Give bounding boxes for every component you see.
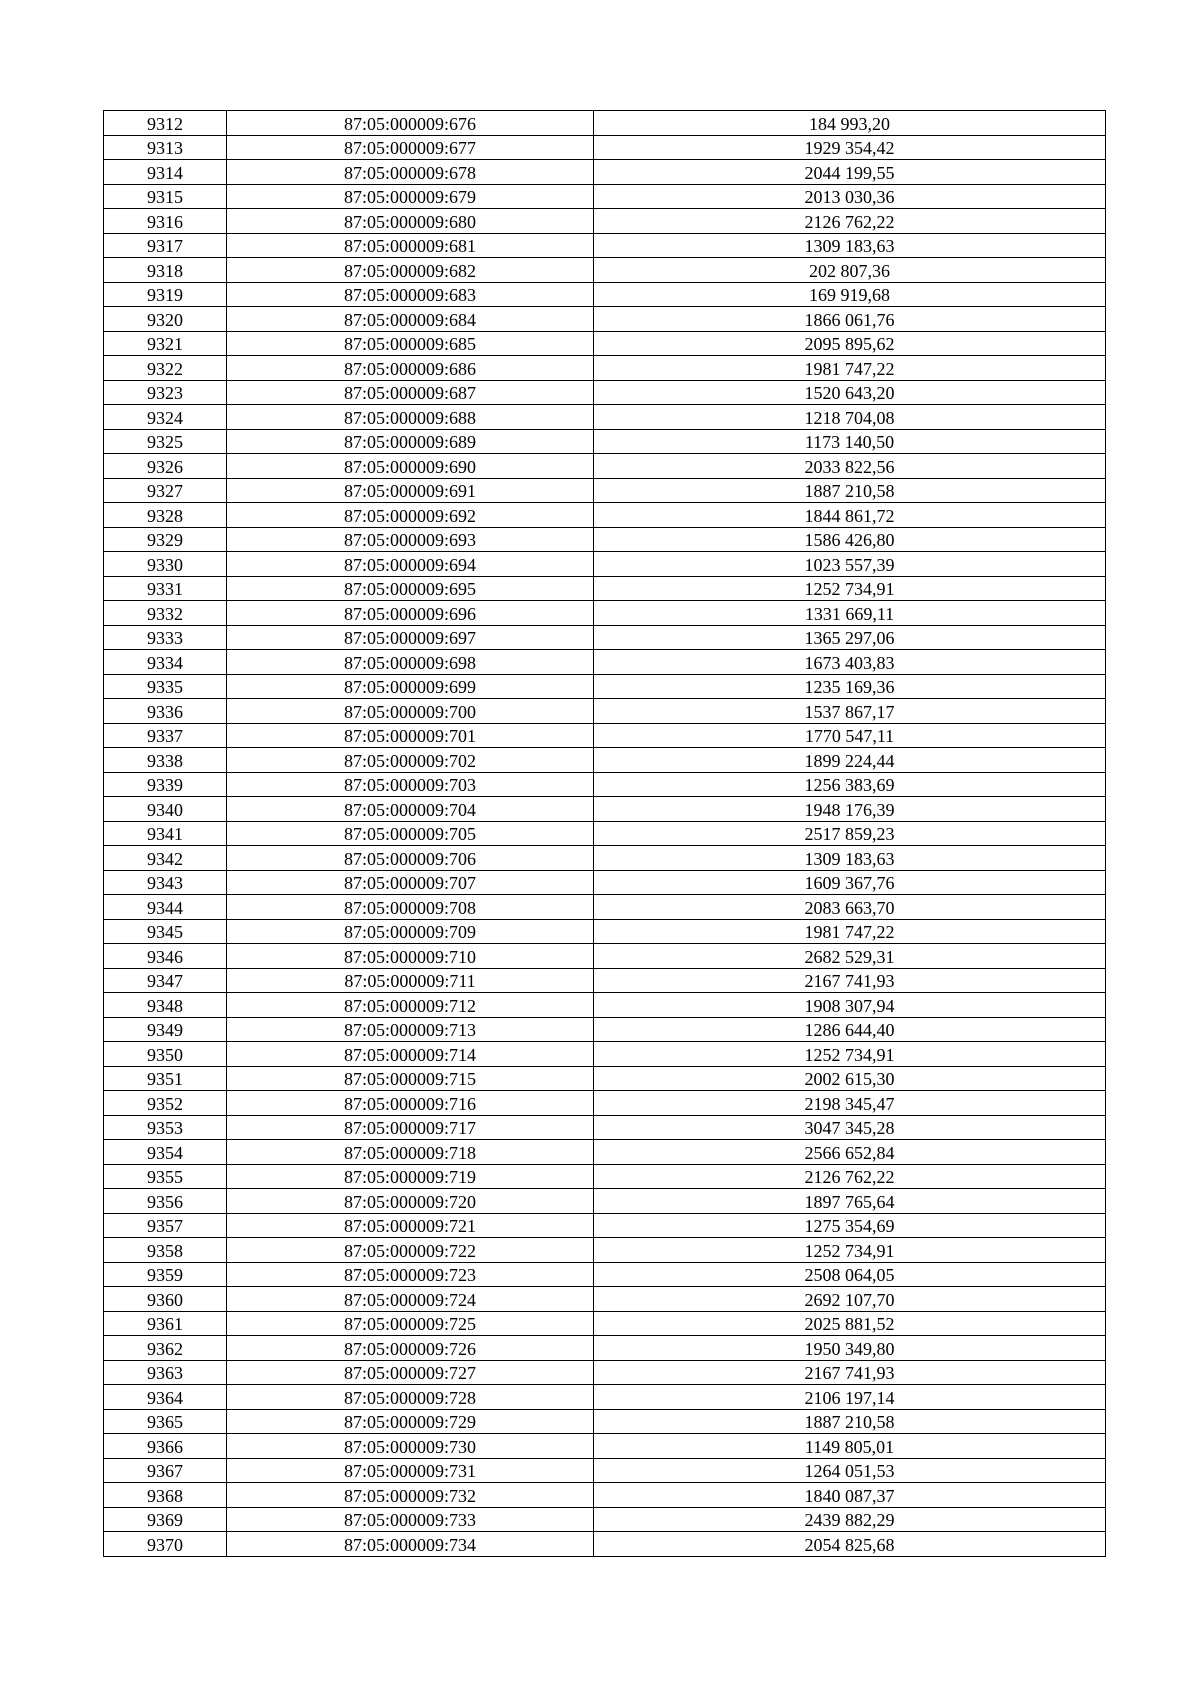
value-cell: 1908 307,94	[594, 993, 1106, 1018]
value-cell: 1887 210,58	[594, 1409, 1106, 1434]
row-number-cell: 9346	[104, 944, 227, 969]
value-cell: 1844 861,72	[594, 503, 1106, 528]
row-number-cell: 9359	[104, 1262, 227, 1287]
value-cell: 1929 354,42	[594, 135, 1106, 160]
cadastral-number-cell: 87:05:000009:691	[227, 478, 594, 503]
row-number-cell: 9341	[104, 821, 227, 846]
value-cell: 1520 643,20	[594, 380, 1106, 405]
cadastral-number-cell: 87:05:000009:731	[227, 1458, 594, 1483]
value-cell: 1899 224,44	[594, 748, 1106, 773]
row-number-cell: 9317	[104, 233, 227, 258]
table-row	[104, 503, 1106, 528]
value-cell: 1537 867,17	[594, 699, 1106, 724]
value-cell: 2002 615,30	[594, 1066, 1106, 1091]
value-cell: 2126 762,22	[594, 209, 1106, 234]
row-number-cell: 9344	[104, 895, 227, 920]
table-row	[104, 895, 1106, 920]
row-number-cell: 9360	[104, 1287, 227, 1312]
row-number-cell: 9363	[104, 1360, 227, 1385]
row-number-cell: 9331	[104, 576, 227, 601]
table-row	[104, 1360, 1106, 1385]
row-number-cell: 9327	[104, 478, 227, 503]
table-row	[104, 1115, 1106, 1140]
row-number-cell: 9356	[104, 1189, 227, 1214]
cadastral-number-cell: 87:05:000009:724	[227, 1287, 594, 1312]
value-cell: 2692 107,70	[594, 1287, 1106, 1312]
row-number-cell: 9325	[104, 429, 227, 454]
table-row	[104, 1287, 1106, 1312]
table-row	[104, 601, 1106, 626]
row-number-cell: 9352	[104, 1091, 227, 1116]
table-row	[104, 1434, 1106, 1459]
cadastral-number-cell: 87:05:000009:718	[227, 1140, 594, 1165]
cadastral-number-cell: 87:05:000009:681	[227, 233, 594, 258]
table-row	[104, 160, 1106, 185]
cadastral-number-cell: 87:05:000009:721	[227, 1213, 594, 1238]
cadastral-number-cell: 87:05:000009:709	[227, 919, 594, 944]
row-number-cell: 9339	[104, 772, 227, 797]
value-cell: 184 993,20	[594, 111, 1106, 136]
row-number-cell: 9351	[104, 1066, 227, 1091]
cadastral-number-cell: 87:05:000009:715	[227, 1066, 594, 1091]
value-cell: 1173 140,50	[594, 429, 1106, 454]
cadastral-number-cell: 87:05:000009:710	[227, 944, 594, 969]
value-cell: 1673 403,83	[594, 650, 1106, 675]
data-table-body	[104, 111, 1106, 1557]
table-row	[104, 968, 1106, 993]
cadastral-number-cell: 87:05:000009:720	[227, 1189, 594, 1214]
table-row	[104, 1213, 1106, 1238]
row-number-cell: 9312	[104, 111, 227, 136]
table-row	[104, 1066, 1106, 1091]
value-cell: 1252 734,91	[594, 1042, 1106, 1067]
table-row	[104, 944, 1106, 969]
cadastral-number-cell: 87:05:000009:682	[227, 258, 594, 283]
row-number-cell: 9333	[104, 625, 227, 650]
value-cell: 1897 765,64	[594, 1189, 1106, 1214]
value-cell: 2508 064,05	[594, 1262, 1106, 1287]
cadastral-number-cell: 87:05:000009:688	[227, 405, 594, 430]
value-cell: 2106 197,14	[594, 1385, 1106, 1410]
table-row	[104, 1238, 1106, 1263]
row-number-cell: 9345	[104, 919, 227, 944]
value-cell: 2682 529,31	[594, 944, 1106, 969]
cadastral-number-cell: 87:05:000009:680	[227, 209, 594, 234]
cadastral-number-cell: 87:05:000009:684	[227, 307, 594, 332]
row-number-cell: 9320	[104, 307, 227, 332]
value-cell: 1331 669,11	[594, 601, 1106, 626]
row-number-cell: 9357	[104, 1213, 227, 1238]
row-number-cell: 9349	[104, 1017, 227, 1042]
table-row	[104, 1458, 1106, 1483]
cadastral-number-cell: 87:05:000009:700	[227, 699, 594, 724]
cadastral-number-cell: 87:05:000009:727	[227, 1360, 594, 1385]
value-cell: 1948 176,39	[594, 797, 1106, 822]
row-number-cell: 9326	[104, 454, 227, 479]
table-row	[104, 454, 1106, 479]
table-row	[104, 723, 1106, 748]
table-row	[104, 478, 1106, 503]
value-cell: 1586 426,80	[594, 527, 1106, 552]
cadastral-number-cell: 87:05:000009:714	[227, 1042, 594, 1067]
table-row	[104, 821, 1106, 846]
value-cell: 1840 087,37	[594, 1483, 1106, 1508]
value-cell: 1286 644,40	[594, 1017, 1106, 1042]
cadastral-number-cell: 87:05:000009:689	[227, 429, 594, 454]
row-number-cell: 9334	[104, 650, 227, 675]
table-row	[104, 527, 1106, 552]
row-number-cell: 9322	[104, 356, 227, 381]
data-table	[103, 110, 1106, 1557]
value-cell: 1866 061,76	[594, 307, 1106, 332]
value-cell: 1252 734,91	[594, 1238, 1106, 1263]
value-cell: 202 807,36	[594, 258, 1106, 283]
value-cell: 1309 183,63	[594, 233, 1106, 258]
row-number-cell: 9321	[104, 331, 227, 356]
row-number-cell: 9328	[104, 503, 227, 528]
row-number-cell: 9342	[104, 846, 227, 871]
value-cell: 2566 652,84	[594, 1140, 1106, 1165]
table-row	[104, 1262, 1106, 1287]
cadastral-number-cell: 87:05:000009:734	[227, 1532, 594, 1557]
table-row	[104, 331, 1106, 356]
row-number-cell: 9340	[104, 797, 227, 822]
table-row	[104, 1140, 1106, 1165]
cadastral-number-cell: 87:05:000009:704	[227, 797, 594, 822]
table-row	[104, 307, 1106, 332]
cadastral-number-cell: 87:05:000009:711	[227, 968, 594, 993]
table-row	[104, 429, 1106, 454]
table-row	[104, 1507, 1106, 1532]
cadastral-number-cell: 87:05:000009:693	[227, 527, 594, 552]
table-row	[104, 356, 1106, 381]
cadastral-number-cell: 87:05:000009:719	[227, 1164, 594, 1189]
row-number-cell: 9319	[104, 282, 227, 307]
value-cell: 2517 859,23	[594, 821, 1106, 846]
row-number-cell: 9362	[104, 1336, 227, 1361]
cadastral-number-cell: 87:05:000009:703	[227, 772, 594, 797]
cadastral-number-cell: 87:05:000009:696	[227, 601, 594, 626]
row-number-cell: 9324	[104, 405, 227, 430]
value-cell: 1609 367,76	[594, 870, 1106, 895]
value-cell: 1256 383,69	[594, 772, 1106, 797]
row-number-cell: 9335	[104, 674, 227, 699]
table-row	[104, 1164, 1106, 1189]
cadastral-number-cell: 87:05:000009:706	[227, 846, 594, 871]
table-row	[104, 674, 1106, 699]
table-row	[104, 797, 1106, 822]
table-row	[104, 699, 1106, 724]
cadastral-number-cell: 87:05:000009:701	[227, 723, 594, 748]
cadastral-number-cell: 87:05:000009:678	[227, 160, 594, 185]
table-row	[104, 184, 1106, 209]
table-row	[104, 1311, 1106, 1336]
row-number-cell: 9367	[104, 1458, 227, 1483]
table-row	[104, 209, 1106, 234]
cadastral-number-cell: 87:05:000009:685	[227, 331, 594, 356]
value-cell: 1770 547,11	[594, 723, 1106, 748]
value-cell: 1275 354,69	[594, 1213, 1106, 1238]
row-number-cell: 9316	[104, 209, 227, 234]
table-row	[104, 1189, 1106, 1214]
cadastral-number-cell: 87:05:000009:723	[227, 1262, 594, 1287]
value-cell: 3047 345,28	[594, 1115, 1106, 1140]
value-cell: 2439 882,29	[594, 1507, 1106, 1532]
row-number-cell: 9369	[104, 1507, 227, 1532]
cadastral-number-cell: 87:05:000009:717	[227, 1115, 594, 1140]
value-cell: 2167 741,93	[594, 1360, 1106, 1385]
table-row	[104, 1483, 1106, 1508]
table-row	[104, 576, 1106, 601]
row-number-cell: 9337	[104, 723, 227, 748]
row-number-cell: 9313	[104, 135, 227, 160]
cadastral-number-cell: 87:05:000009:730	[227, 1434, 594, 1459]
value-cell: 2044 199,55	[594, 160, 1106, 185]
cadastral-number-cell: 87:05:000009:729	[227, 1409, 594, 1434]
table-row	[104, 552, 1106, 577]
cadastral-number-cell: 87:05:000009:716	[227, 1091, 594, 1116]
cadastral-number-cell: 87:05:000009:705	[227, 821, 594, 846]
table-row	[104, 1385, 1106, 1410]
row-number-cell: 9329	[104, 527, 227, 552]
cadastral-number-cell: 87:05:000009:702	[227, 748, 594, 773]
row-number-cell: 9358	[104, 1238, 227, 1263]
table-row	[104, 1017, 1106, 1042]
row-number-cell: 9330	[104, 552, 227, 577]
row-number-cell: 9343	[104, 870, 227, 895]
cadastral-number-cell: 87:05:000009:692	[227, 503, 594, 528]
cadastral-number-cell: 87:05:000009:687	[227, 380, 594, 405]
cadastral-number-cell: 87:05:000009:722	[227, 1238, 594, 1263]
cadastral-number-cell: 87:05:000009:686	[227, 356, 594, 381]
cadastral-number-cell: 87:05:000009:677	[227, 135, 594, 160]
table-row	[104, 1042, 1106, 1067]
value-cell: 1365 297,06	[594, 625, 1106, 650]
cadastral-number-cell: 87:05:000009:708	[227, 895, 594, 920]
value-cell: 2167 741,93	[594, 968, 1106, 993]
cadastral-number-cell: 87:05:000009:707	[227, 870, 594, 895]
cadastral-number-cell: 87:05:000009:697	[227, 625, 594, 650]
row-number-cell: 9332	[104, 601, 227, 626]
cadastral-number-cell: 87:05:000009:690	[227, 454, 594, 479]
table-row	[104, 919, 1106, 944]
cadastral-number-cell: 87:05:000009:733	[227, 1507, 594, 1532]
cadastral-number-cell: 87:05:000009:683	[227, 282, 594, 307]
row-number-cell: 9338	[104, 748, 227, 773]
table-row	[104, 111, 1106, 136]
value-cell: 2083 663,70	[594, 895, 1106, 920]
value-cell: 1950 349,80	[594, 1336, 1106, 1361]
value-cell: 2095 895,62	[594, 331, 1106, 356]
row-number-cell: 9318	[104, 258, 227, 283]
value-cell: 1023 557,39	[594, 552, 1106, 577]
table-row	[104, 233, 1106, 258]
cadastral-number-cell: 87:05:000009:699	[227, 674, 594, 699]
row-number-cell: 9348	[104, 993, 227, 1018]
cadastral-number-cell: 87:05:000009:679	[227, 184, 594, 209]
table-row	[104, 282, 1106, 307]
value-cell: 169 919,68	[594, 282, 1106, 307]
table-row	[104, 625, 1106, 650]
cadastral-number-cell: 87:05:000009:694	[227, 552, 594, 577]
row-number-cell: 9353	[104, 1115, 227, 1140]
cadastral-number-cell: 87:05:000009:732	[227, 1483, 594, 1508]
value-cell: 1981 747,22	[594, 919, 1106, 944]
value-cell: 1887 210,58	[594, 478, 1106, 503]
row-number-cell: 9350	[104, 1042, 227, 1067]
row-number-cell: 9368	[104, 1483, 227, 1508]
value-cell: 2033 822,56	[594, 454, 1106, 479]
cadastral-number-cell: 87:05:000009:725	[227, 1311, 594, 1336]
row-number-cell: 9323	[104, 380, 227, 405]
row-number-cell: 9364	[104, 1385, 227, 1410]
row-number-cell: 9336	[104, 699, 227, 724]
value-cell: 2126 762,22	[594, 1164, 1106, 1189]
row-number-cell: 9315	[104, 184, 227, 209]
row-number-cell: 9347	[104, 968, 227, 993]
table-row	[104, 1532, 1106, 1557]
table-row	[104, 405, 1106, 430]
value-cell: 2025 881,52	[594, 1311, 1106, 1336]
table-row	[104, 846, 1106, 871]
cadastral-number-cell: 87:05:000009:695	[227, 576, 594, 601]
cadastral-number-cell: 87:05:000009:713	[227, 1017, 594, 1042]
value-cell: 1981 747,22	[594, 356, 1106, 381]
value-cell: 1218 704,08	[594, 405, 1106, 430]
cadastral-number-cell: 87:05:000009:712	[227, 993, 594, 1018]
table-row	[104, 380, 1106, 405]
row-number-cell: 9365	[104, 1409, 227, 1434]
table-row	[104, 135, 1106, 160]
table-row	[104, 993, 1106, 1018]
value-cell: 2198 345,47	[594, 1091, 1106, 1116]
table-row	[104, 258, 1106, 283]
table-row	[104, 870, 1106, 895]
row-number-cell: 9366	[104, 1434, 227, 1459]
table-row	[104, 772, 1106, 797]
table-row	[104, 1409, 1106, 1434]
table-row	[104, 748, 1106, 773]
value-cell: 1309 183,63	[594, 846, 1106, 871]
row-number-cell: 9354	[104, 1140, 227, 1165]
value-cell: 1149 805,01	[594, 1434, 1106, 1459]
value-cell: 2054 825,68	[594, 1532, 1106, 1557]
value-cell: 1264 051,53	[594, 1458, 1106, 1483]
table-row	[104, 1336, 1106, 1361]
cadastral-number-cell: 87:05:000009:698	[227, 650, 594, 675]
row-number-cell: 9361	[104, 1311, 227, 1336]
cadastral-number-cell: 87:05:000009:728	[227, 1385, 594, 1410]
row-number-cell: 9355	[104, 1164, 227, 1189]
value-cell: 1235 169,36	[594, 674, 1106, 699]
cadastral-number-cell: 87:05:000009:726	[227, 1336, 594, 1361]
row-number-cell: 9314	[104, 160, 227, 185]
row-number-cell: 9370	[104, 1532, 227, 1557]
value-cell: 1252 734,91	[594, 576, 1106, 601]
value-cell: 2013 030,36	[594, 184, 1106, 209]
table-row	[104, 1091, 1106, 1116]
table-row	[104, 650, 1106, 675]
cadastral-number-cell: 87:05:000009:676	[227, 111, 594, 136]
